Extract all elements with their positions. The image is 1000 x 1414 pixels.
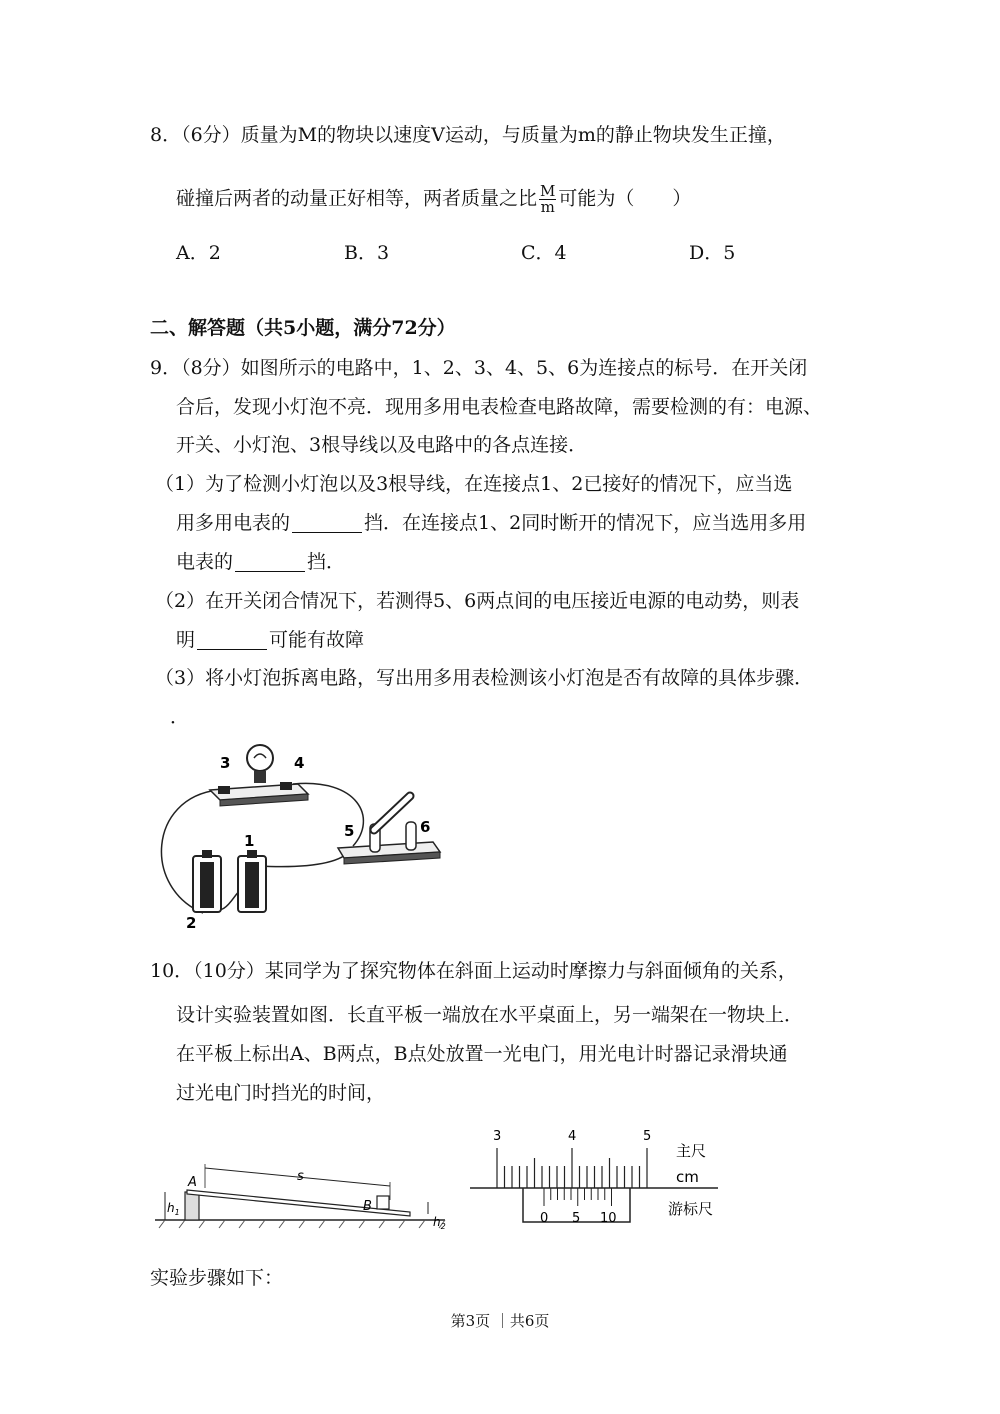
photogate-icon [377, 1196, 389, 1209]
q10-steps-intro: 实验步骤如下： [150, 1267, 284, 1289]
q8-line2 [176, 184, 691, 215]
q9-part3-line2: ． [170, 706, 190, 728]
support-block [185, 1192, 199, 1220]
section-title: 二、解答题（共5小题，满分72分） [150, 317, 456, 339]
label-3: 3 [220, 754, 231, 772]
main-scale-ticks [497, 1148, 647, 1188]
vernier-scale-ticks [544, 1188, 612, 1206]
vernier-tick-label-5: 5 [572, 1211, 581, 1226]
q9-part2-text-a: 明 [176, 629, 196, 651]
point-a-label: A [188, 1175, 197, 1190]
q10-line3: 在平板上标出A、B两点，B点处放置一光电门，用光电计时器记录滑块通 [176, 1043, 788, 1065]
label-4: 4 [294, 754, 305, 772]
q9-part2-text-b: 可能有故障 [269, 629, 365, 651]
vernier-tick-label-0: 0 [540, 1211, 549, 1226]
q8-option-b: B．3 [344, 242, 390, 264]
answer-blank-3 [197, 629, 267, 650]
point-b-label: B [363, 1199, 372, 1214]
q8-line2-after: 可能为（ ） [558, 187, 692, 210]
q9-line3: 开关、小灯泡、3根导线以及电路中的各点连接． [176, 434, 588, 456]
fraction-denominator: m [540, 198, 555, 216]
h2-label: $h_2$ [433, 1215, 446, 1231]
q9-part1-line3 [176, 549, 345, 575]
vernier-scale-label: 游标尺 [668, 1200, 714, 1218]
q9-part1-text-c: 电表的 [176, 551, 234, 573]
main-scale-label: 主尺 [676, 1142, 707, 1160]
vernier-tick-label-10: 10 [600, 1211, 617, 1226]
q10-line4: 过光电门时挡光的时间， [176, 1082, 386, 1104]
q9-line2: 合后，发现小灯泡不亮．现用多用电表检查电路故障，需要检测的有：电源、 [176, 396, 823, 418]
q9-part2-line2 [176, 627, 364, 653]
q8-line1: 8．（6分）质量为M的物块以速度V运动，与质量为m的静止物块发生正撞， [150, 124, 786, 146]
incline-figure [155, 1160, 475, 1235]
q9-line1: 9．（8分）如图所示的电路中，1、2、3、4、5、6为连接点的标号．在开关闭 [150, 357, 808, 379]
q8-option-a: A．2 [176, 242, 221, 264]
main-tick-label-4: 4 [568, 1129, 577, 1144]
q8-option-c: C．4 [521, 242, 567, 264]
main-tick-label-3: 3 [493, 1129, 502, 1144]
distance-s-label: s [297, 1169, 304, 1184]
bulb-icon [247, 745, 273, 771]
circuit-figure [148, 738, 448, 933]
unit-label: cm [676, 1168, 699, 1186]
q8-option-d: D．5 [689, 242, 736, 264]
q9-part1-text-b: 挡．在连接点1、2同时断开的情况下，应当选用多用 [364, 512, 807, 534]
fraction-numerator: M [540, 182, 556, 200]
q9-part1-text-d: 挡． [307, 551, 346, 573]
mass-ratio-fraction [539, 184, 556, 215]
label-6: 6 [420, 818, 431, 836]
q9-part3-line1: （3）将小灯泡拆离电路，写出用多用表检测该小灯泡是否有故障的具体步骤． [155, 667, 814, 689]
page-footer: 第3页 ｜共6页 [450, 1312, 550, 1330]
label-5: 5 [344, 822, 355, 840]
q9-part1-line2 [176, 510, 806, 536]
answer-blank-1 [292, 512, 362, 533]
main-tick-label-5: 5 [643, 1129, 652, 1144]
q9-part1-text-a: 用多用电表的 [176, 512, 291, 534]
label-2: 2 [186, 914, 197, 932]
h1-label: $h_1$ [167, 1201, 180, 1217]
q9-part2-line1: （2）在开关闭合情况下，若测得5、6两点间的电压接近电源的电动势，则表 [155, 590, 800, 612]
q9-part1-line1: （1）为了检测小灯泡以及3根导线，在连接点1、2已接好的情况下，应当选 [155, 473, 793, 495]
label-1: 1 [244, 832, 255, 850]
q10-line1: 10．（10分）某同学为了探究物体在斜面上运动时摩擦力与斜面倾角的关系， [150, 960, 797, 982]
answer-blank-2 [235, 551, 305, 572]
vernier-caliper-figure [468, 1124, 738, 1232]
q8-line2-before: 碰撞后两者的动量正好相等，两者质量之比 [176, 187, 538, 210]
q10-line2: 设计实验装置如图．长直平板一端放在水平桌面上，另一端架在一物块上． [176, 1004, 804, 1026]
wire-1-5 [258, 850, 351, 867]
